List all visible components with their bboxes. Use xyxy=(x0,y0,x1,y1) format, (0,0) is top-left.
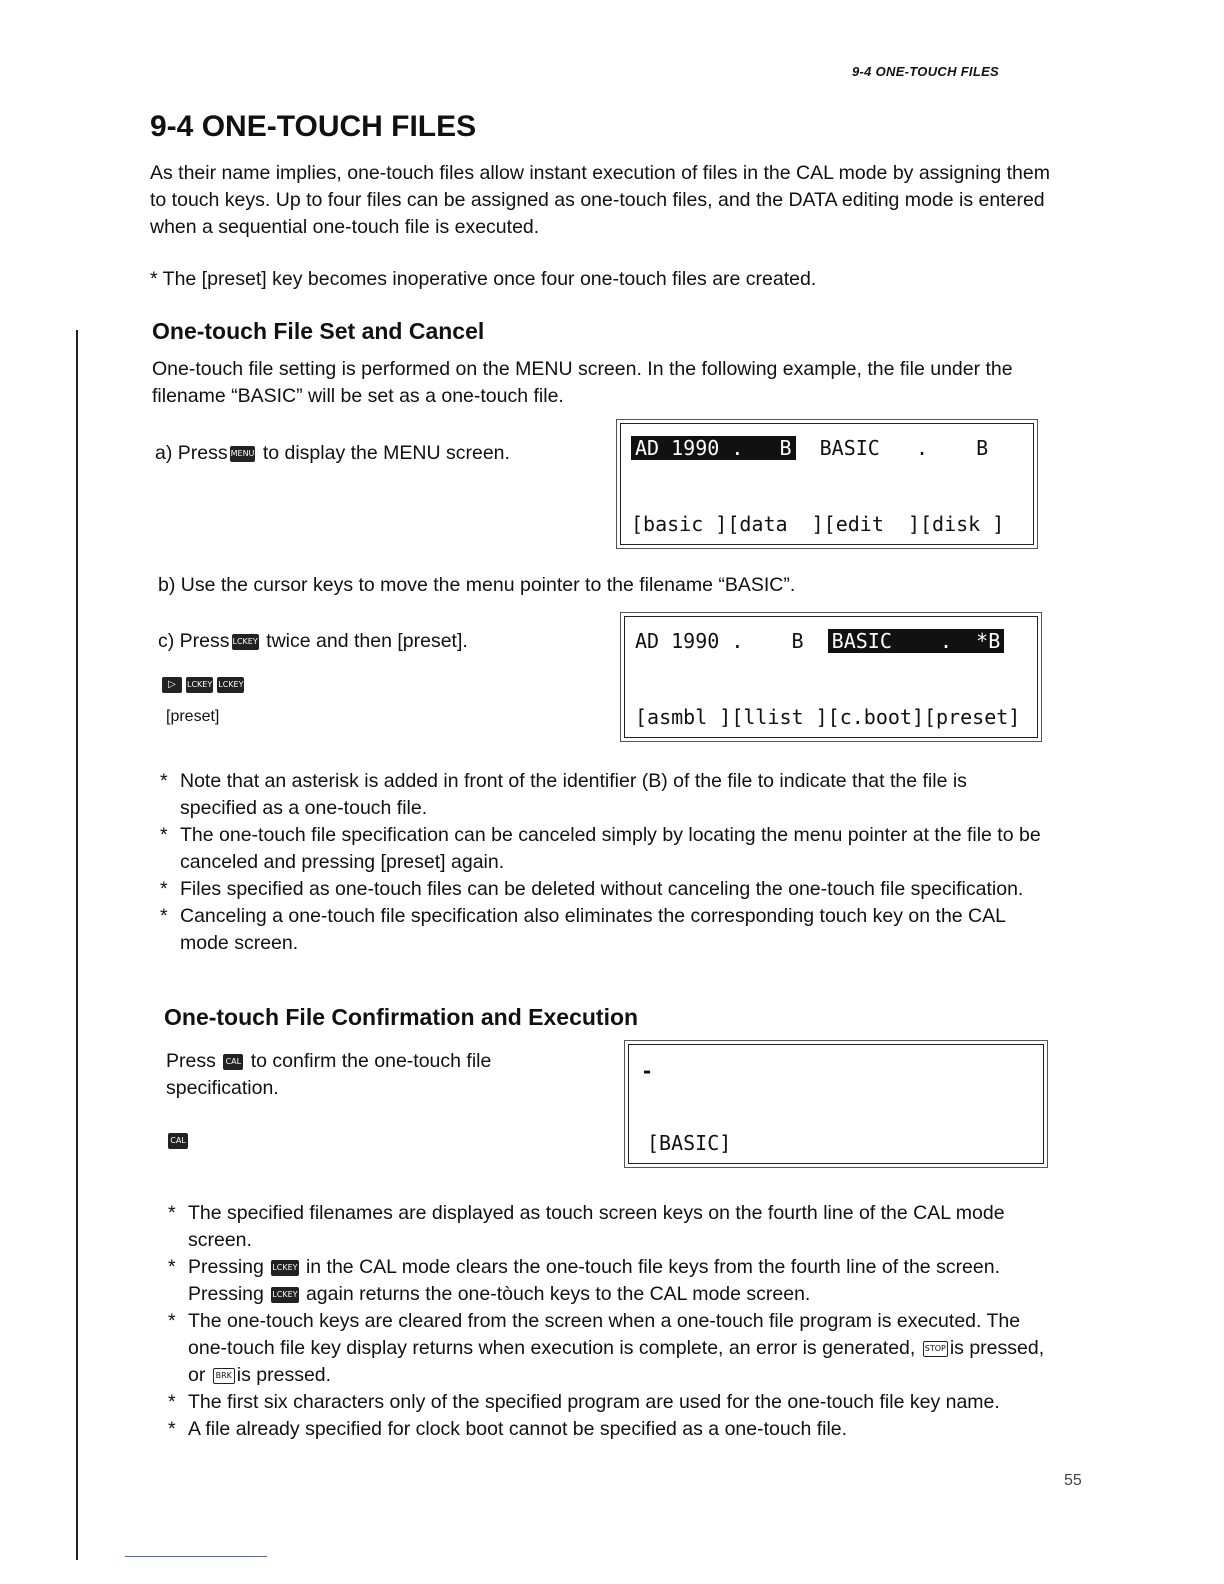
lcd-screen-cal xyxy=(628,1044,1044,1164)
note-item: * Files specified as one-touch files can be deleted without canceling the one-touch file specification. xyxy=(160,878,1024,900)
cal-key-icon: CAL xyxy=(223,1054,243,1070)
lckey-icon: LCKEY xyxy=(271,1260,298,1276)
confirm-step xyxy=(166,1048,566,1102)
section-heading-confirm-execute: One-touch File Confirmation and Execution xyxy=(164,1004,639,1030)
lcd-line-4: [basic ][data ][edit ][disk ] xyxy=(631,512,1005,536)
lcd-line-1 xyxy=(631,436,988,460)
note-item: * Pressing LCKEY in the CAL mode clears the one-touch file keys from the fourth line of the screen. Pressing LCKEY again returns the one-tòuch keys to the CAL mode screen. xyxy=(168,1256,1001,1305)
cursor-right-key-icon: ▷ xyxy=(162,677,182,693)
lcd-screen-preset xyxy=(624,616,1038,738)
selected-file-highlight: BASIC . *B xyxy=(828,629,1005,653)
confirm-step-prefix: Press xyxy=(166,1050,216,1072)
notes-set-cancel xyxy=(158,768,1048,957)
menu-key-icon: MENU xyxy=(230,446,256,462)
lcd-line-1-rest: BASIC . B xyxy=(795,436,989,460)
intro-note xyxy=(150,266,1050,293)
page-title: 9-4 ONE-TOUCH FILES xyxy=(150,110,477,143)
section-heading-set-cancel: One-touch File Set and Cancel xyxy=(152,318,485,344)
confirm-step-suffix: to confirm the one-touch file specification. xyxy=(166,1050,492,1099)
bullet-star: * xyxy=(150,268,163,290)
intro-paragraph: As their name implies, one-touch files allow instant execution of files in the CAL mode by assigning them to touch keys. Up to four files can be assigned as one-touch files, and the DATA editing mode is entered when a sequential one-touch file is executed. xyxy=(150,162,1050,238)
cal-key-alone xyxy=(166,1132,190,1150)
cal-key-icon: CAL xyxy=(168,1133,188,1149)
step-c xyxy=(158,628,468,655)
lcd-screen-menu xyxy=(620,423,1034,545)
lcd-line-4: [asmbl ][llist ][c.boot][preset] xyxy=(635,705,1021,729)
lckey-icon: LCKEY xyxy=(217,677,244,693)
note-item: * The one-touch keys are cleared from the screen when a one-touch file program is executed. The one-touch file key display returns when execution is complete, an error is generated, STOP is pressed, or BRK is pressed. xyxy=(168,1310,1045,1386)
lcd-line-1-start: AD 1990 . B xyxy=(635,629,828,653)
step-b: b) Use the cursor keys to move the menu pointer to the filename “BASIC”. xyxy=(158,574,796,596)
step-c-prefix: c) Press xyxy=(158,630,230,652)
preset-label: [preset] xyxy=(166,708,220,725)
note-item: * The first six characters only of the specified program are used for the one-touch file key name. xyxy=(168,1391,1000,1413)
intro-note-text: The [preset] key becomes inoperative once four one-touch files are created. xyxy=(162,268,817,290)
step-c-suffix: twice and then [preset]. xyxy=(266,630,468,652)
brk-key-icon: BRK xyxy=(213,1368,235,1384)
note-item: * A file already specified for clock boot cannot be specified as a one-touch file. xyxy=(168,1418,848,1440)
note-item: * The one-touch file specification can be canceled simply by locating the menu pointer at the file to be canceled and pressing [preset] again. xyxy=(160,824,1041,873)
stop-key-icon: STOP xyxy=(923,1341,948,1357)
running-head: 9-4 ONE-TOUCH FILES xyxy=(852,64,1000,79)
margin-rule xyxy=(76,330,78,1560)
step-a-suffix: to display the MENU screen. xyxy=(262,442,510,464)
lcd-touch-keys-line: [BASIC] xyxy=(647,1131,732,1155)
lckey-icon: LCKEY xyxy=(186,677,213,693)
lckey-icon: LCKEY xyxy=(271,1287,298,1303)
lcd-cursor: - xyxy=(641,1059,654,1083)
lckey-icon: LCKEY xyxy=(232,634,259,650)
step-a xyxy=(155,440,510,467)
key-sequence xyxy=(160,676,246,694)
page-number: 55 xyxy=(1064,1472,1082,1489)
note-item: * The specified filenames are displayed as touch screen keys on the fourth line of the CAL mode screen. xyxy=(168,1202,1005,1251)
note-item: * Note that an asterisk is added in front of the identifier (B) of the file to indicate that the file is specified as a one-touch file. xyxy=(160,770,967,819)
menu-pointer-highlight: AD 1990 . B xyxy=(631,436,796,460)
notes-confirm-execute xyxy=(166,1200,1056,1443)
step-a-prefix: a) Press xyxy=(155,442,228,464)
section1-paragraph: One-touch file setting is performed on the MENU screen. In the following example, the file under the filename “BASIC” will be set as a one-touch file. xyxy=(152,358,1013,407)
note-item: * Canceling a one-touch file specification also eliminates the corresponding touch key on the CAL mode screen. xyxy=(160,905,1006,954)
lcd-line-1 xyxy=(635,629,1004,653)
footer-rule xyxy=(125,1556,267,1557)
